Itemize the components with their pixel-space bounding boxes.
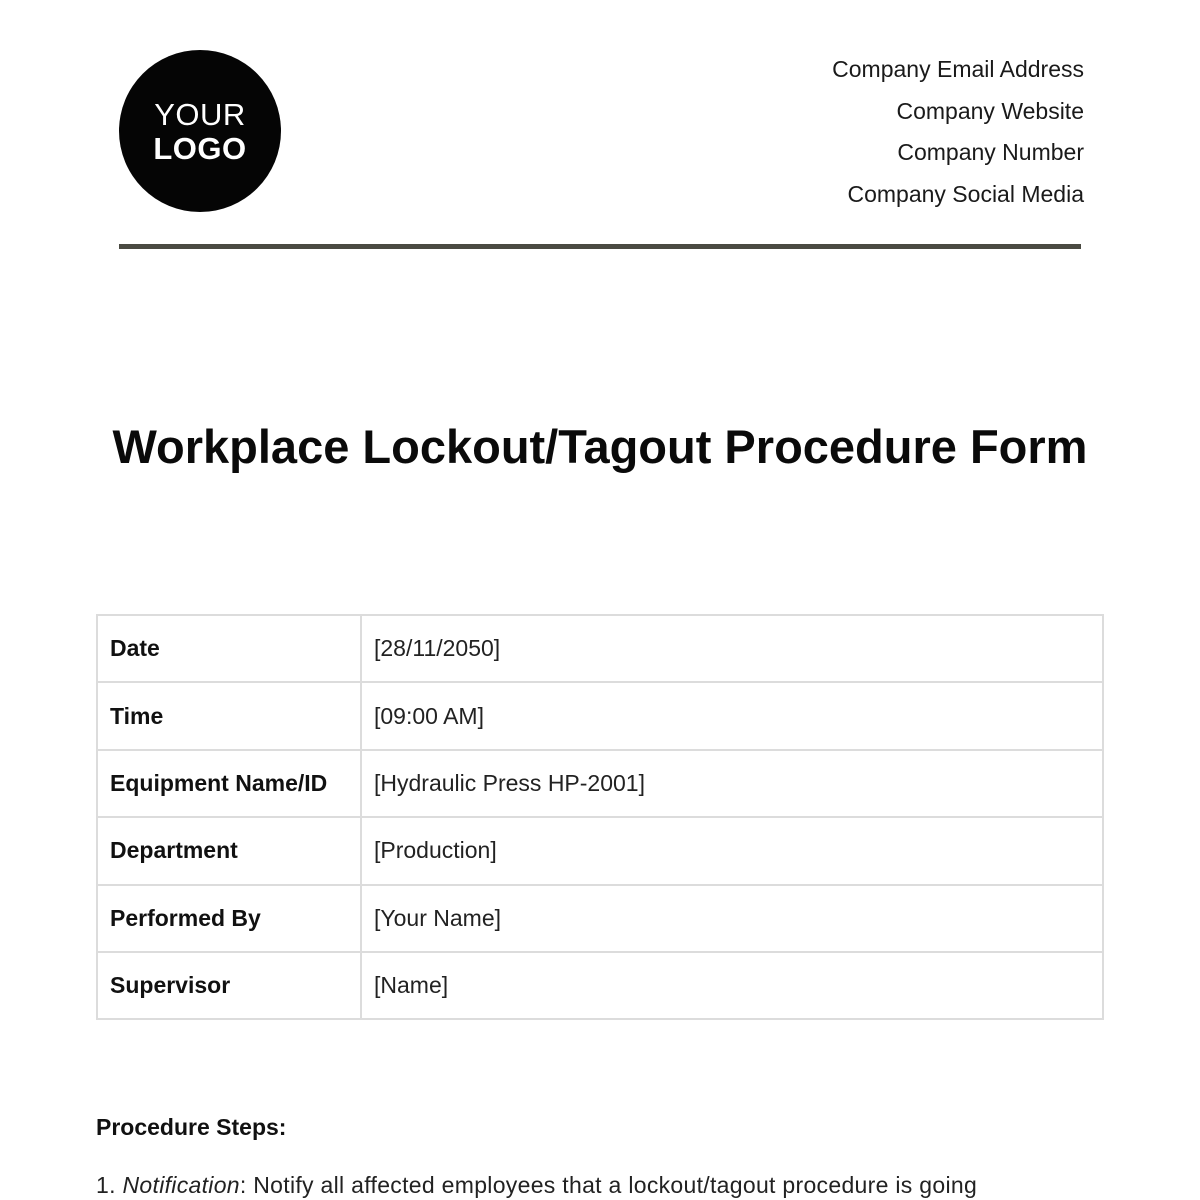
date-value: [28/11/2050]: [361, 615, 1103, 682]
time-value: [09:00 AM]: [361, 682, 1103, 749]
company-social-media: Company Social Media: [847, 180, 1084, 207]
equipment-label: Equipment Name/ID: [97, 750, 361, 817]
company-contact-block: [832, 55, 1084, 221]
logo-text-line1: YOUR: [154, 96, 246, 132]
header-divider: [119, 244, 1081, 249]
table-row: [97, 750, 1103, 817]
table-row: [97, 952, 1103, 1019]
company-website: Company Website: [896, 97, 1084, 124]
step-title: Notification: [122, 1172, 240, 1198]
step-number: 1.: [96, 1172, 116, 1198]
company-email: Company Email Address: [832, 56, 1084, 82]
step-text: : Notify all affected employees that a lockout/tagout procedure is going: [239, 1172, 978, 1198]
company-number: Company Number: [897, 139, 1084, 165]
supervisor-value: [Name]: [361, 952, 1103, 1019]
procedure-step: [96, 1172, 977, 1199]
department-label: Department: [97, 817, 361, 884]
table-row: [97, 615, 1103, 682]
table-row: [97, 885, 1103, 952]
logo-text-line2: LOGO: [153, 130, 247, 166]
performed-by-label: Performed By: [97, 885, 361, 952]
supervisor-label: Supervisor: [97, 952, 361, 1019]
procedure-steps-heading: Procedure Steps:: [96, 1114, 287, 1140]
date-label: Date: [97, 615, 361, 682]
table-row: [97, 817, 1103, 884]
time-label: Time: [97, 682, 361, 749]
department-value: [Production]: [361, 817, 1103, 884]
document-title: Workplace Lockout/Tagout Procedure Form: [112, 420, 1088, 473]
form-info-table: [96, 614, 1104, 1020]
company-logo: [119, 50, 281, 212]
performed-by-value: [Your Name]: [361, 885, 1103, 952]
equipment-value: [Hydraulic Press HP-2001]: [361, 750, 1103, 817]
table-row: [97, 682, 1103, 749]
